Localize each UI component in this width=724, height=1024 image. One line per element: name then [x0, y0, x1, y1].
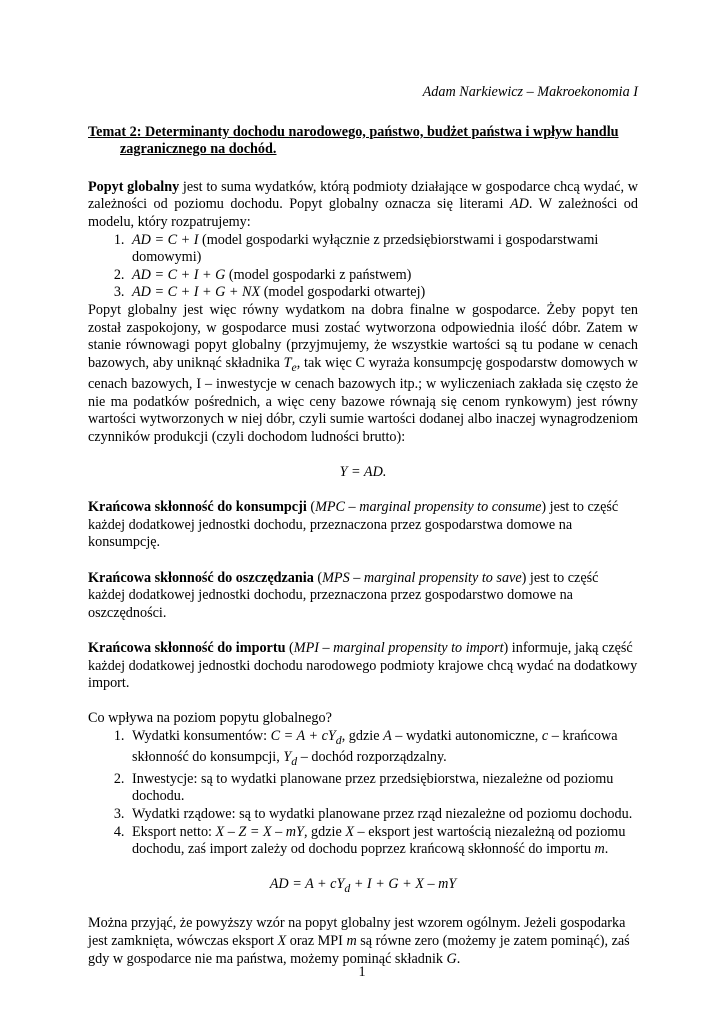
factors-question: Co wpływa na poziom popytu globalnego? [88, 710, 332, 727]
list-item: 1. Wydatki konsumentów: $C = A + cY_d$, gdzie A – wydatki autonomiczne, c – krańcowa skłonność do konsumpcji, $Y_d$ – dochód rozporządzalny. [128, 728, 638, 771]
term-popyt-globalny: Popyt globalny [88, 178, 180, 195]
list-item: 1. AD = C + I (model gospodarki wyłącznie z przedsiębiorstwami i gospodarstwami domowymi) [128, 232, 638, 267]
equation-ad-general: AD = $A + cY_d + I + G + X$ – mY [269, 876, 457, 896]
list-item: 3. AD = C + I + G + NX (model gospodarki otwartej) [128, 284, 638, 302]
term-mpc: Krańcowa skłonność do konsumpcji [88, 499, 307, 516]
paragraph-mpi: Krańcowa skłonność do importu (MPI – marginal propensity to import) informuje, jaką część każdej dodatkowej jednostki dochodu narodowego podmioty krajowe chcą wydać na dodatkowy import. [88, 640, 638, 692]
term-mpi: Krańcowa skłonność do importu [88, 640, 286, 657]
list-item: 3. Wydatki rządowe: są to wydatki planowane przez rząd niezależne od poziomu dochodu. [128, 806, 638, 824]
list-item: 4. Eksport netto: X – Z = X – mY, gdzie X – eksport jest wartością niezależną od poziomu dochodu, zaś import zależy od dochodu poprzez krańcową skłonność do importu m. [128, 824, 638, 859]
factors-list [88, 728, 638, 859]
paragraph-closing: Można przyjąć, że powyższy wzór na popyt globalny jest wzorem ogólnym. Jeżeli gospodarka jest zamknięta, wówczas eksport X oraz MPI m są równe zero (możemy je zatem pominąć), zaś gdy w gospodarce nie ma państwa, możemy pominąć składnik G. [88, 915, 630, 967]
paragraph-mps: Krańcowa skłonność do oszczędzania (MPS – marginal propensity to save) jest to część każdej dodatkowej jednostki dochodu, przeznaczona przez gospodarstwo domowe na oszczędności. [88, 569, 599, 621]
list-item: 2. Inwestycje: są to wydatki planowane przez przedsiębiorstwa, niezależne od poziomu dochodu. [128, 771, 638, 806]
list-item: 2. AD = C + I + G (model gospodarki z państwem) [128, 267, 638, 285]
paragraph-rownowaga: Popyt globalny jest więc równy wydatkom na dobra finalne w gospodarce. Żeby popyt ten został zaspokojony, w gospodarce musi zostać wytworzona odpowiednia ilość dóbr. Zatem w stanie równowagi popyt globalny (przyjmujemy, że wszystkie wartości są tu podane w cenach bazowych, aby uniknąć składnika $T_e$, tak więc C wyraża konsumpcję gospodarstw domowych w cenach bazowych, I – inwestycje w cenach bazowych itp.; w wyliczeniach zakłada się często że nie ma podatków pośrednich, a więc ceny bazowe równają się cenom rynkowym) jest równy wartości wytworzonych w niej dóbr, czyli sumie wartości dodanej albo inaczej wynagrodzeniom czynników produkcji (czyli dochodom ludności brutto): [88, 301, 638, 445]
model-list [88, 232, 638, 302]
paragraph-popyt-globalny: Popyt globalny jest to suma wydatków, którą podmioty działające w gospodarce chcą wydać, w zależności od poziomu dochodu. Popyt globalny oznacza się literami AD. W zależności od modelu, który rozpatrujemy: [88, 178, 638, 230]
equation-y-ad: Y = AD. [339, 464, 387, 481]
term-mps: Krańcowa skłonność do oszczędzania [88, 569, 314, 586]
page-header: Adam Narkiewicz – Makroekonomia I [422, 84, 638, 100]
paragraph-mpc: Krańcowa skłonność do konsumpcji (MPC – marginal propensity to consume) jest to część każdej dodatkowej jednostki dochodu, przeznaczona przez gospodarstwa domowe na konsumpcję. [88, 499, 619, 551]
page-title: Temat 2: Determinanty dochodu narodowego, państwo, budżet państwa i wpływ handlu zagranicznego na dochód. [88, 123, 619, 158]
page-number: 1 [358, 964, 366, 980]
